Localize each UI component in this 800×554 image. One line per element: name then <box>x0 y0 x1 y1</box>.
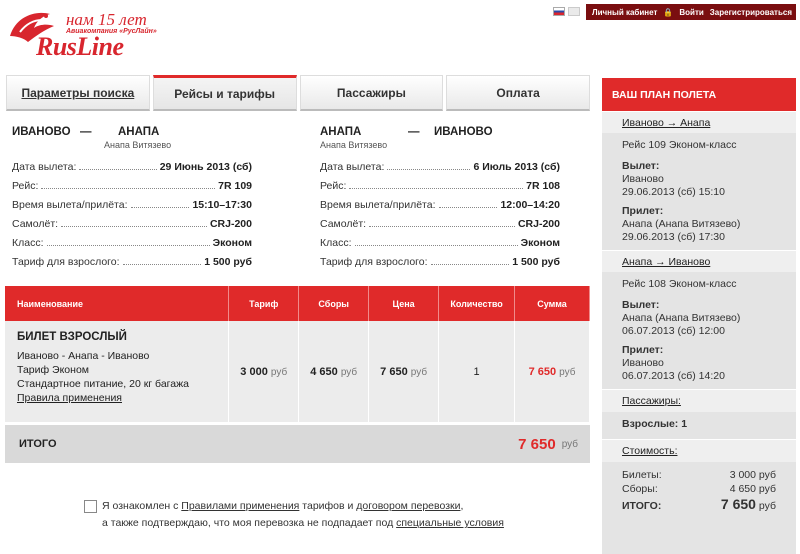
arrival-label: Прилет: <box>622 344 664 356</box>
departure-label: Вылет: <box>622 299 660 311</box>
agreement-block <box>84 498 504 532</box>
departure-place: Иваново <box>622 173 664 185</box>
detail-label: Тариф для взрослого: <box>320 256 428 268</box>
arrival-time: 29.06.2013 (сб) 17:30 <box>622 231 725 243</box>
detail-label: Самолёт: <box>320 218 367 230</box>
item-route: Иваново - Анапа - Иваново <box>17 350 150 362</box>
agreement-text-part: а также подтверждаю, что моя перевозка не подпадает под <box>102 517 397 529</box>
detail-value: 15:10–17:30 <box>192 199 252 211</box>
leg2-flight: Рейс 108 Эконом-класс <box>622 278 737 290</box>
detail-value: 7R 109 <box>218 180 252 192</box>
detail-value: Эконом <box>212 237 252 249</box>
detail-label: Класс: <box>12 237 44 249</box>
detail-value: 7R 108 <box>526 180 560 192</box>
account-bar <box>586 4 796 20</box>
leg-route <box>12 126 252 138</box>
leg2-route-link[interactable]: Анапа → Иваново <box>602 250 796 272</box>
detail-row <box>12 173 252 192</box>
leg1-route-link[interactable]: Иваново → Анапа <box>602 111 796 133</box>
rusline-logo[interactable] <box>6 4 176 60</box>
departure-airport: Анапа Витязево <box>320 140 388 150</box>
leg-to: АНАПА <box>118 126 160 138</box>
detail-row <box>12 230 252 249</box>
special-conditions-link[interactable]: специальные условия <box>396 517 504 529</box>
fees-row <box>622 482 776 496</box>
detail-row <box>12 154 252 173</box>
fees-value: 4 650 руб <box>729 483 776 495</box>
detail-row <box>320 211 560 230</box>
agreement-text-part: Я ознакомлен с <box>102 500 182 512</box>
departure-place: Анапа (Анапа Витязево) <box>622 312 741 324</box>
detail-row <box>12 192 252 211</box>
lock-icon: 🔒 <box>663 7 674 17</box>
personal-cabinet-link[interactable]: Личный кабинет <box>592 7 658 17</box>
tariff-cell <box>229 321 299 422</box>
flight-plan-sidebar <box>602 78 796 554</box>
leg-from: АНАПА <box>320 126 362 138</box>
brand-name: RusLine <box>36 32 124 61</box>
detail-row <box>320 154 560 173</box>
tab-label: Оплата <box>496 85 540 100</box>
sidebar-total-row <box>622 498 776 513</box>
detail-value: 1 500 руб <box>204 256 252 268</box>
detail-label: Рейс: <box>12 180 39 192</box>
price-value: 7 650 <box>380 365 408 378</box>
agreement-text <box>102 498 504 532</box>
detail-label: Тариф для взрослого: <box>12 256 120 268</box>
detail-label: Время вылета/прилёта: <box>320 199 436 211</box>
leg-dash: — <box>408 126 420 138</box>
column-header: Тариф <box>229 286 299 321</box>
tab-label: Рейсы и тарифы <box>174 86 275 101</box>
anniversary-text: нам 15 лет <box>66 10 147 29</box>
arrival-airport: Анапа Витязево <box>104 140 172 150</box>
leg2-summary <box>602 272 796 389</box>
detail-value: 1 500 руб <box>512 256 560 268</box>
detail-row <box>320 192 560 211</box>
detail-value: 6 Июль 2013 (сб) <box>473 161 560 173</box>
detail-row <box>12 249 252 268</box>
total-currency: руб <box>561 438 578 450</box>
detail-value: CRJ-200 <box>517 218 560 230</box>
currency: руб <box>559 366 576 378</box>
tab-passengers[interactable] <box>300 75 444 111</box>
outbound-leg-details <box>12 126 252 268</box>
currency: руб <box>270 366 288 378</box>
currency: руб <box>410 366 428 378</box>
tickets-value: 3 000 руб <box>729 469 776 481</box>
fare-table <box>5 286 590 422</box>
detail-row <box>320 230 560 249</box>
column-header: Сборы <box>299 286 369 321</box>
tab-label: Параметры поиска <box>21 85 135 100</box>
tickets-row <box>622 468 776 482</box>
leg-dash: — <box>80 126 92 138</box>
agreement-text-part: тарифов и <box>299 500 357 512</box>
tariff-value: 3 000 <box>240 365 268 378</box>
arrival-place: Иваново <box>622 357 664 369</box>
detail-label: Дата вылета: <box>12 161 77 173</box>
item-cell <box>5 321 229 422</box>
detail-label: Класс: <box>320 237 352 249</box>
leg-route <box>320 126 560 138</box>
total-amount: 7 650 <box>518 435 556 453</box>
price-cell <box>369 321 439 422</box>
tab-search-params[interactable] <box>6 75 150 111</box>
sidebar-title: ВАШ ПЛАН ПОЛЕТА <box>602 78 796 111</box>
total-row <box>5 425 590 463</box>
arrival-time: 06.07.2013 (сб) 14:20 <box>622 370 725 382</box>
passengers-label: Пассажиры: <box>622 395 681 407</box>
detail-row <box>320 173 560 192</box>
departure-time: 29.06.2013 (сб) 15:10 <box>622 186 725 198</box>
adults-count: Взрослые: 1 <box>602 412 796 439</box>
tab-label: Пассажиры <box>336 85 406 100</box>
tab-payment[interactable] <box>446 75 590 111</box>
fare-rules-link[interactable]: Правила применения <box>17 392 122 404</box>
company-name: Авиакомпания «РусЛайн» <box>66 28 157 35</box>
arrival-place: Анапа (Анапа Витязево) <box>622 218 741 230</box>
table-row <box>5 321 590 422</box>
booking-steps <box>6 75 590 111</box>
fees-value: 4 650 <box>310 365 338 378</box>
column-header: Сумма <box>515 286 590 321</box>
sum-value: 7 650 <box>528 365 557 378</box>
item-baggage: Стандартное питание, 20 кг багажа <box>17 378 189 390</box>
sidebar-total-label: ИТОГО: <box>622 500 662 512</box>
detail-value: 29 Июнь 2013 (сб) <box>159 161 252 173</box>
english-flag-icon[interactable] <box>568 7 580 16</box>
sidebar-total-currency: руб <box>758 500 776 512</box>
departure-time: 06.07.2013 (сб) 12:00 <box>622 325 725 337</box>
agreement-text-part: , <box>460 500 464 512</box>
cost-label: Стоимость: <box>622 445 678 457</box>
passengers-heading <box>602 389 796 412</box>
tickets-label: Билеты: <box>622 469 662 481</box>
detail-value: Эконом <box>520 237 560 249</box>
agreement-checkbox[interactable] <box>84 500 97 513</box>
leg-to: ИВАНОВО <box>434 126 493 138</box>
login-link[interactable]: Войти <box>679 7 704 17</box>
register-link[interactable]: Зарегистрироваться <box>709 7 792 17</box>
russian-flag-icon[interactable] <box>553 7 565 16</box>
detail-row <box>320 249 560 268</box>
table-header-row <box>5 286 590 321</box>
leg1-summary <box>602 133 796 250</box>
total-label: ИТОГО <box>19 438 57 450</box>
detail-label: Самолёт: <box>12 218 59 230</box>
detail-label: Дата вылета: <box>320 161 385 173</box>
currency: руб <box>340 366 358 378</box>
tab-flights-fares[interactable] <box>153 75 297 111</box>
departure-label: Вылет: <box>622 160 660 172</box>
sum-cell <box>515 321 590 422</box>
column-header: Количество <box>439 286 515 321</box>
detail-row <box>12 211 252 230</box>
detail-label: Время вылета/прилёта: <box>12 199 128 211</box>
detail-value: 12:00–14:20 <box>500 199 560 211</box>
carriage-contract-link[interactable]: договором перевозки <box>356 500 461 512</box>
arrival-label: Прилет: <box>622 205 664 217</box>
item-fare: Тариф Эконом <box>17 364 89 376</box>
cost-summary <box>602 462 796 519</box>
column-header: Цена <box>369 286 439 321</box>
return-leg-details <box>320 126 560 268</box>
detail-value: CRJ-200 <box>209 218 252 230</box>
sidebar-total-value: 7 650 <box>720 496 756 512</box>
fare-rules-agreement-link[interactable]: Правилами применения <box>181 500 300 512</box>
leg1-flight: Рейс 109 Эконом-класс <box>622 139 737 151</box>
cost-heading <box>602 439 796 462</box>
quantity-cell: 1 <box>439 321 515 422</box>
sidebar-total-value-wrap <box>721 498 776 513</box>
fees-label: Сборы: <box>622 483 658 495</box>
fees-cell <box>299 321 369 422</box>
item-title: БИЛЕТ ВЗРОСЛЫЙ <box>17 331 127 343</box>
language-switcher <box>553 7 580 16</box>
detail-label: Рейс: <box>320 180 347 192</box>
leg-from: ИВАНОВО <box>12 126 71 138</box>
column-header: Наименование <box>5 286 229 321</box>
